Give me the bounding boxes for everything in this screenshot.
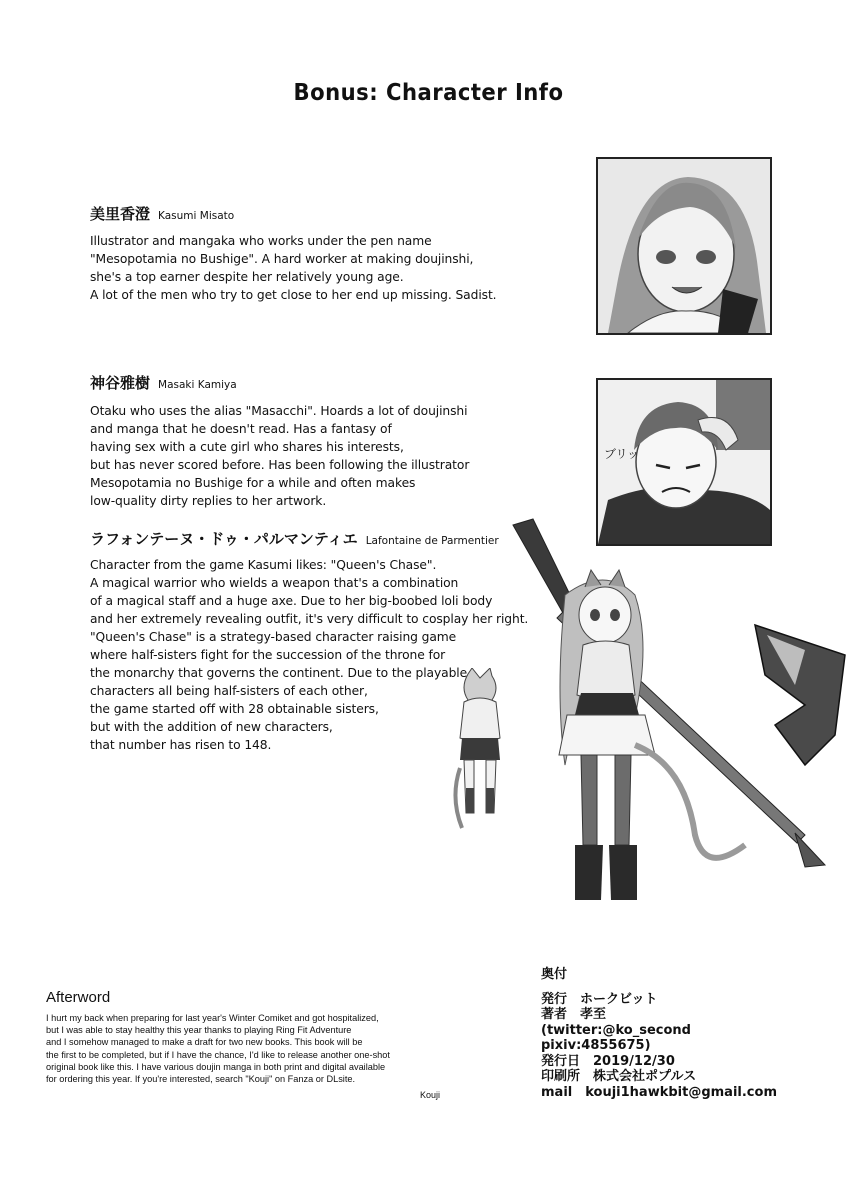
- character-lafontaine-illustration: [505, 515, 850, 915]
- character-name-lafontaine: [90, 528, 499, 549]
- colophon-line: mail kouji1hawkbit@gmail.com: [541, 1084, 777, 1100]
- description-line: A magical warrior who wields a weapon that's a combination: [90, 576, 459, 590]
- description-line: of a magical staff and a huge axe. Due to her big-boobed loli body: [90, 594, 493, 608]
- character-name-masaki: [90, 372, 237, 393]
- character-name-en: Lafontaine de Parmentier: [365, 535, 499, 547]
- character-description-masaki: [90, 402, 469, 510]
- character-name-jp: 美里香澄: [90, 205, 151, 223]
- colophon-heading: 奥付: [541, 967, 568, 982]
- description-line: low-quality dirty replies to her artwork.: [90, 494, 327, 508]
- colophon-line: 発行日 2019/12/30: [541, 1053, 675, 1069]
- character-name-jp: ラフォンテーヌ・ドゥ・パルマンティエ: [90, 530, 358, 548]
- character-name-en: Masaki Kamiya: [158, 379, 237, 391]
- character-back-view-illustration: [450, 668, 510, 838]
- description-line: A lot of the men who try to get close to her end up missing. Sadist.: [90, 288, 497, 302]
- portrait-kasumi-art: [598, 159, 770, 333]
- colophon-line: 発行 ホークビット: [541, 991, 658, 1007]
- afterword-line: but I was able to stay healthy this year thanks to playing Ring Fit Adventure: [46, 1025, 352, 1036]
- character-name-jp: 神谷雅樹: [90, 374, 151, 392]
- afterword-line: the first to be completed, but if I have the chance, I'd like to release another one-shot: [46, 1049, 390, 1060]
- speech-sfx: ブリッ: [604, 447, 640, 461]
- description-line: Otaku who uses the alias "Masacchi". Hoards a lot of doujinshi: [90, 404, 468, 418]
- colophon-line: 印刷所 株式会社ポプルス: [541, 1069, 697, 1084]
- colophon-line: 著者 孝至: [541, 1007, 607, 1022]
- afterword-title: Afterword: [46, 989, 111, 1006]
- description-line: and manga that he doesn't read. Has a fantasy of: [90, 422, 392, 436]
- character-description-kasumi: [90, 232, 496, 304]
- description-line: "Queen's Chase" is a strategy-based character raising game: [90, 630, 457, 644]
- colophon: [541, 967, 777, 1100]
- character-name-kasumi: [90, 203, 234, 224]
- description-line: the monarchy that governs the continent. Due to the playable: [90, 666, 468, 680]
- colophon-line: (twitter:@ko_second: [541, 1022, 691, 1038]
- description-line: that number has risen to 148.: [90, 738, 272, 752]
- character-name-en: Kasumi Misato: [158, 210, 235, 222]
- description-line: she's a top earner despite her relatively young age.: [90, 270, 404, 284]
- description-line: and her extremely revealing outfit, it's very difficult to cosplay her right.: [90, 612, 529, 626]
- description-line: characters all being half-sisters of each other,: [90, 684, 368, 698]
- description-line: Illustrator and mangaka who works under the pen name: [90, 234, 432, 248]
- description-line: Character from the game Kasumi likes: "Queen's Chase".: [90, 558, 437, 572]
- afterword-body: [46, 1012, 390, 1085]
- description-line: having sex with a cute girl who shares his interests,: [90, 440, 404, 454]
- description-line: but with the addition of new characters,: [90, 720, 333, 734]
- description-line: where half-sisters fight for the succession of the throne for: [90, 648, 446, 662]
- page-title: Bonus: Character Info: [293, 80, 564, 106]
- description-line: Mesopotamia no Bushige for a while and often makes: [90, 476, 416, 490]
- afterword-line: I hurt my back when preparing for last year's Winter Comiket and got hospitalized,: [46, 1013, 379, 1023]
- description-line: the game started off with 28 obtainable sisters,: [90, 702, 379, 716]
- afterword-line: original book like this. I have various doujin manga in both print and digital available: [46, 1061, 386, 1072]
- afterword-signature: Kouji: [420, 1090, 441, 1100]
- description-line: "Mesopotamia no Bushige". A hard worker at making doujinshi,: [90, 252, 474, 266]
- portrait-kasumi: [596, 157, 772, 335]
- colophon-line: pixiv:4855675): [541, 1038, 651, 1053]
- afterword-line: for ordering this year. If you're interested, search "Kouji" on Fanza or DLsite.: [46, 1074, 356, 1085]
- description-line: but has never scored before. Has been following the illustrator: [90, 458, 470, 472]
- afterword-line: and I somehow managed to make a draft for two new books. This book will be: [46, 1037, 363, 1048]
